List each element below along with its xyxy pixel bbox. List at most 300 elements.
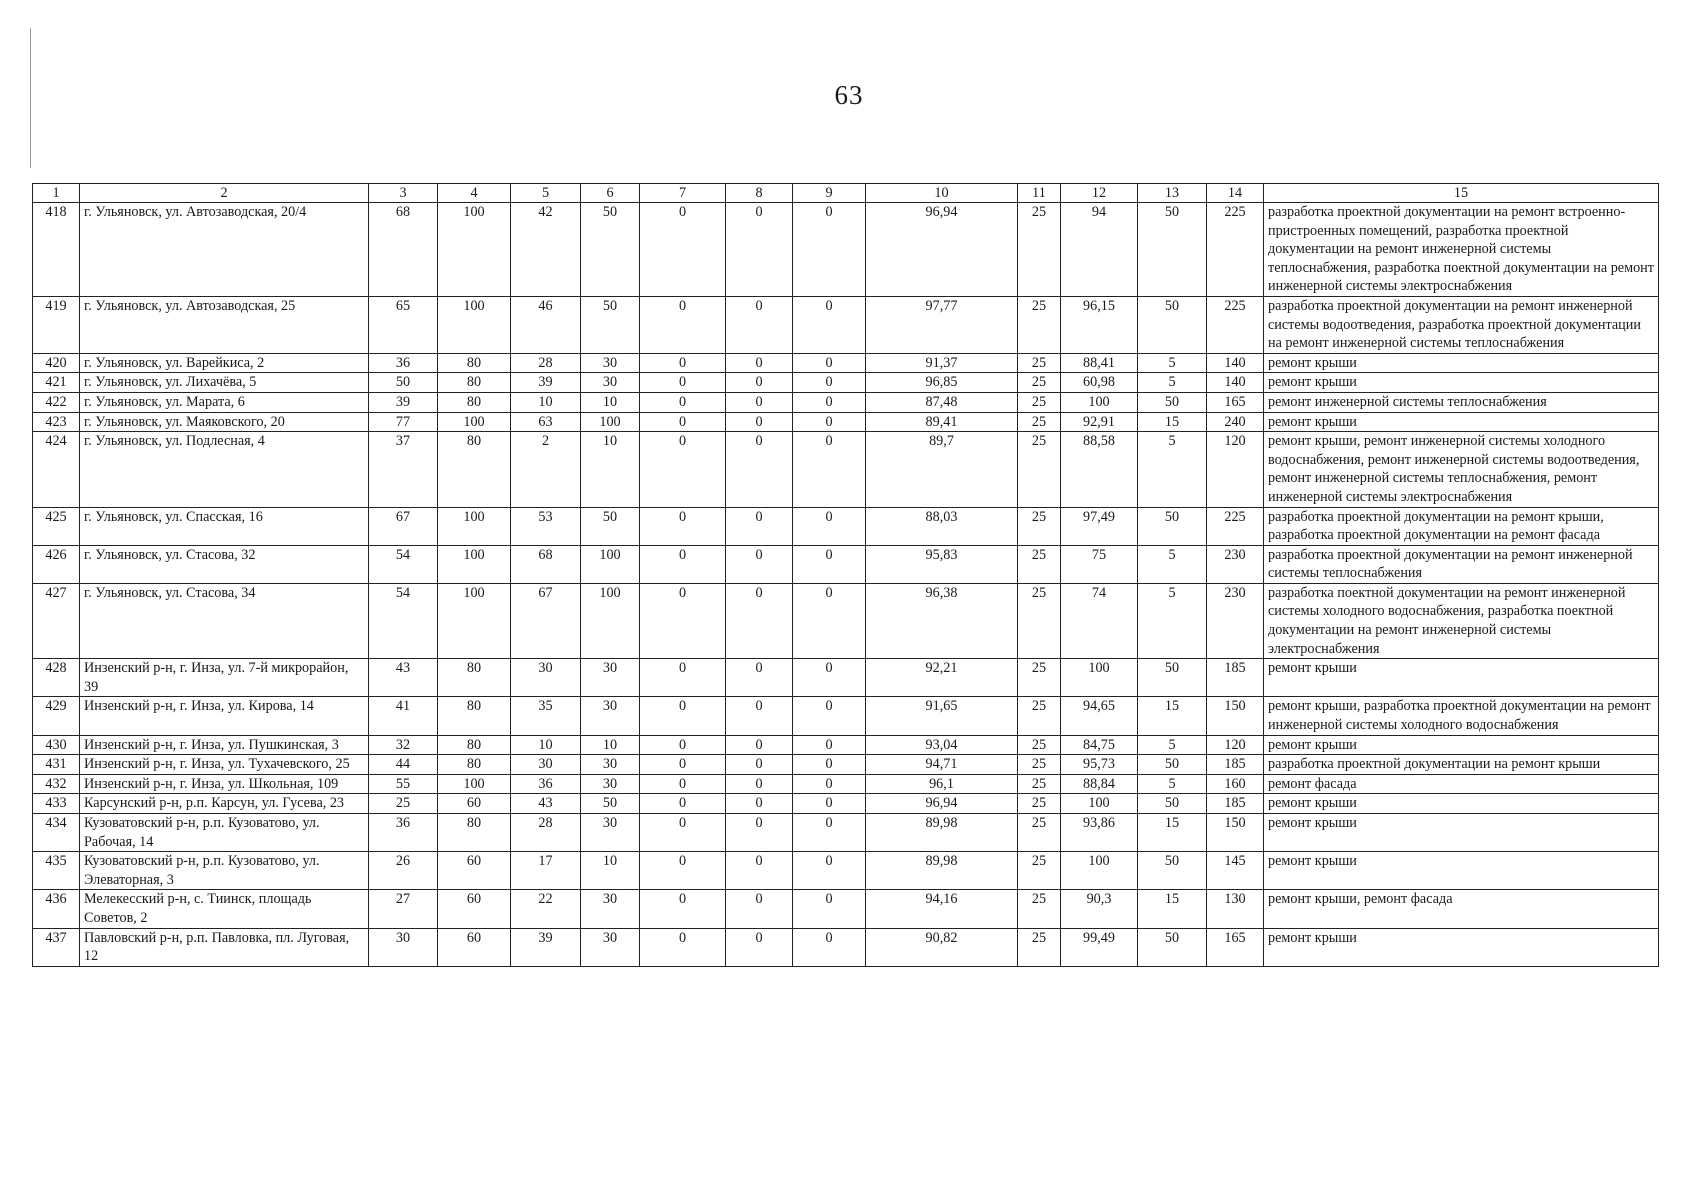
address-cell: Инзенский р-н, г. Инза, ул. Пушкинская, 3 (80, 735, 369, 755)
value-cell-col-3: 39 (369, 392, 438, 412)
value-cell-col-7: 0 (640, 697, 726, 735)
row-number-cell: 423 (33, 412, 80, 432)
value-cell-col-6: 30 (581, 755, 640, 775)
row-number-cell: 428 (33, 659, 80, 697)
value-cell-col-9: 0 (793, 852, 866, 890)
value-cell-col-8: 0 (726, 928, 793, 966)
value-cell-col-4: 100 (438, 296, 511, 353)
row-number-cell: 433 (33, 794, 80, 814)
value-cell-col-7: 0 (640, 735, 726, 755)
value-cell-col-7: 0 (640, 545, 726, 583)
value-cell-col-4: 100 (438, 507, 511, 545)
value-cell-col-11: 25 (1018, 697, 1061, 735)
value-cell-col-13: 50 (1138, 852, 1207, 890)
work-type-cell: ремонт крыши, ремонт инженерной системы холодного водоснабжения, ремонт инженерной системы водоотведения, ремонт инженерной системы теплоснабжения, ремонт инженерной системы электроснабжения (1264, 432, 1659, 507)
table-row (33, 755, 1659, 775)
row-number-cell: 424 (33, 432, 80, 507)
value-cell-col-5: 35 (511, 697, 581, 735)
value-cell-col-5: 28 (511, 353, 581, 373)
value-cell-col-10: 96,1 (866, 774, 1018, 794)
value-cell-col-3: 32 (369, 735, 438, 755)
value-cell-col-8: 0 (726, 852, 793, 890)
work-type-cell: ремонт фасада (1264, 774, 1659, 794)
value-cell-col-8: 0 (726, 353, 793, 373)
work-type-cell: разработка поектной документации на ремонт инженерной системы холодного водоснабжения, разработка поектной документации на ремонт инженерной системы электроснабжения (1264, 583, 1659, 658)
value-cell-col-8: 0 (726, 392, 793, 412)
value-cell-col-13: 50 (1138, 507, 1207, 545)
address-cell: Инзенский р-н, г. Инза, ул. Школьная, 109 (80, 774, 369, 794)
address-cell: г. Ульяновск, ул. Стасова, 32 (80, 545, 369, 583)
value-cell-col-12: 88,84 (1061, 774, 1138, 794)
table-row (33, 412, 1659, 432)
value-cell-col-13: 15 (1138, 412, 1207, 432)
value-cell-col-4: 80 (438, 755, 511, 775)
value-cell-col-5: 63 (511, 412, 581, 432)
value-cell-col-6: 30 (581, 373, 640, 393)
value-cell-col-4: 100 (438, 545, 511, 583)
value-cell-col-3: 77 (369, 412, 438, 432)
value-cell-col-10: 89,7 (866, 432, 1018, 507)
value-cell-col-5: 2 (511, 432, 581, 507)
value-cell-col-9: 0 (793, 412, 866, 432)
value-cell-col-9: 0 (793, 890, 866, 928)
value-cell-col-12: 90,3 (1061, 890, 1138, 928)
value-cell-col-9: 0 (793, 755, 866, 775)
value-cell-col-5: 10 (511, 392, 581, 412)
value-cell-col-3: 54 (369, 545, 438, 583)
value-cell-col-14: 165 (1207, 392, 1264, 412)
column-number-row (33, 184, 1659, 203)
work-type-cell: ремонт крыши (1264, 373, 1659, 393)
table-row (33, 852, 1659, 890)
address-cell: г. Ульяновск, ул. Лихачёва, 5 (80, 373, 369, 393)
value-cell-col-7: 0 (640, 373, 726, 393)
value-cell-col-5: 43 (511, 794, 581, 814)
value-cell-col-11: 25 (1018, 755, 1061, 775)
value-cell-col-4: 100 (438, 203, 511, 297)
value-cell-col-12: 92,91 (1061, 412, 1138, 432)
value-cell-col-6: 100 (581, 545, 640, 583)
value-cell-col-4: 100 (438, 412, 511, 432)
page-number: 63 (834, 80, 864, 110)
address-cell: г. Ульяновск, ул. Спасская, 16 (80, 507, 369, 545)
value-cell-col-14: 185 (1207, 755, 1264, 775)
value-cell-col-9: 0 (793, 373, 866, 393)
value-cell-col-12: 94 (1061, 203, 1138, 297)
value-cell-col-3: 67 (369, 507, 438, 545)
address-cell: г. Ульяновск, ул. Варейкиса, 2 (80, 353, 369, 373)
value-cell-col-8: 0 (726, 412, 793, 432)
value-cell-col-14: 150 (1207, 814, 1264, 852)
value-cell-col-14: 130 (1207, 890, 1264, 928)
table-row (33, 659, 1659, 697)
value-cell-col-11: 25 (1018, 583, 1061, 658)
value-cell-col-13: 50 (1138, 296, 1207, 353)
value-cell-col-9: 0 (793, 697, 866, 735)
work-type-cell: ремонт крыши (1264, 735, 1659, 755)
value-cell-col-4: 80 (438, 735, 511, 755)
value-cell-col-4: 80 (438, 353, 511, 373)
value-cell-col-7: 0 (640, 794, 726, 814)
value-cell-col-10: 94,71 (866, 755, 1018, 775)
column-header-8: 8 (726, 184, 793, 203)
value-cell-col-11: 25 (1018, 659, 1061, 697)
value-cell-col-5: 17 (511, 852, 581, 890)
value-cell-col-10: 89,41 (866, 412, 1018, 432)
value-cell-col-10: 91,37 (866, 353, 1018, 373)
value-cell-col-13: 5 (1138, 432, 1207, 507)
address-cell: Карсунский р-н, р.п. Карсун, ул. Гусева, 23 (80, 794, 369, 814)
row-number-cell: 421 (33, 373, 80, 393)
value-cell-col-13: 15 (1138, 697, 1207, 735)
value-cell-col-12: 96,15 (1061, 296, 1138, 353)
value-cell-col-10: 87,48 (866, 392, 1018, 412)
value-cell-col-13: 50 (1138, 392, 1207, 412)
value-cell-col-8: 0 (726, 890, 793, 928)
value-cell-col-10: 88,03 (866, 507, 1018, 545)
value-cell-col-10: 94,16 (866, 890, 1018, 928)
value-cell-col-14: 185 (1207, 794, 1264, 814)
value-cell-col-13: 50 (1138, 794, 1207, 814)
value-cell-col-9: 0 (793, 203, 866, 297)
table-row (33, 373, 1659, 393)
value-cell-col-7: 0 (640, 392, 726, 412)
value-cell-col-6: 30 (581, 774, 640, 794)
value-cell-col-9: 0 (793, 353, 866, 373)
value-cell-col-10: 93,04 (866, 735, 1018, 755)
value-cell-col-12: 74 (1061, 583, 1138, 658)
column-header-7: 7 (640, 184, 726, 203)
address-cell: Инзенский р-н, г. Инза, ул. Тухачевского, 25 (80, 755, 369, 775)
value-cell-col-5: 67 (511, 583, 581, 658)
address-cell: Мелекесский р-н, с. Тиинск, площадь Советов, 2 (80, 890, 369, 928)
value-cell-col-4: 80 (438, 697, 511, 735)
work-type-cell: ремонт инженерной системы теплоснабжения (1264, 392, 1659, 412)
address-cell: Инзенский р-н, г. Инза, ул. 7-й микрорайон, 39 (80, 659, 369, 697)
value-cell-col-13: 5 (1138, 774, 1207, 794)
column-header-14: 14 (1207, 184, 1264, 203)
column-header-2: 2 (80, 184, 369, 203)
value-cell-col-7: 0 (640, 353, 726, 373)
column-header-13: 13 (1138, 184, 1207, 203)
value-cell-col-14: 145 (1207, 852, 1264, 890)
value-cell-col-5: 28 (511, 814, 581, 852)
column-header-9: 9 (793, 184, 866, 203)
value-cell-col-9: 0 (793, 659, 866, 697)
value-cell-col-12: 94,65 (1061, 697, 1138, 735)
housing-repair-table (32, 183, 1659, 967)
value-cell-col-6: 10 (581, 735, 640, 755)
column-header-5: 5 (511, 184, 581, 203)
value-cell-col-8: 0 (726, 794, 793, 814)
row-number-cell: 434 (33, 814, 80, 852)
value-cell-col-13: 50 (1138, 203, 1207, 297)
value-cell-col-7: 0 (640, 296, 726, 353)
value-cell-col-6: 50 (581, 296, 640, 353)
value-cell-col-8: 0 (726, 296, 793, 353)
work-type-cell: разработка проектной документации на ремонт инженерной системы теплоснабжения (1264, 545, 1659, 583)
value-cell-col-12: 100 (1061, 794, 1138, 814)
value-cell-col-14: 150 (1207, 697, 1264, 735)
value-cell-col-7: 0 (640, 203, 726, 297)
table-row (33, 697, 1659, 735)
value-cell-col-14: 140 (1207, 353, 1264, 373)
row-number-cell: 432 (33, 774, 80, 794)
value-cell-col-8: 0 (726, 697, 793, 735)
value-cell-col-6: 50 (581, 507, 640, 545)
row-number-cell: 430 (33, 735, 80, 755)
value-cell-col-13: 15 (1138, 814, 1207, 852)
value-cell-col-13: 5 (1138, 735, 1207, 755)
value-cell-col-11: 25 (1018, 203, 1061, 297)
value-cell-col-5: 30 (511, 659, 581, 697)
value-cell-col-14: 225 (1207, 507, 1264, 545)
address-cell: г. Ульяновск, ул. Автозаводская, 25 (80, 296, 369, 353)
value-cell-col-11: 25 (1018, 814, 1061, 852)
work-type-cell: ремонт крыши (1264, 928, 1659, 966)
work-type-cell: ремонт крыши (1264, 814, 1659, 852)
value-cell-col-9: 0 (793, 814, 866, 852)
value-cell-col-12: 75 (1061, 545, 1138, 583)
table-row (33, 735, 1659, 755)
value-cell-col-13: 50 (1138, 659, 1207, 697)
address-cell: Инзенский р-н, г. Инза, ул. Кирова, 14 (80, 697, 369, 735)
table-row (33, 774, 1659, 794)
value-cell-col-11: 25 (1018, 794, 1061, 814)
value-cell-col-5: 53 (511, 507, 581, 545)
value-cell-col-10: 89,98 (866, 852, 1018, 890)
value-cell-col-8: 0 (726, 583, 793, 658)
value-cell-col-11: 25 (1018, 735, 1061, 755)
value-cell-col-3: 50 (369, 373, 438, 393)
value-cell-col-12: 93,86 (1061, 814, 1138, 852)
address-cell: г. Ульяновск, ул. Автозаводская, 20/4 (80, 203, 369, 297)
value-cell-col-11: 25 (1018, 392, 1061, 412)
value-cell-col-7: 0 (640, 928, 726, 966)
value-cell-col-3: 44 (369, 755, 438, 775)
value-cell-col-6: 30 (581, 659, 640, 697)
value-cell-col-6: 10 (581, 852, 640, 890)
work-type-cell: ремонт крыши (1264, 794, 1659, 814)
value-cell-col-5: 39 (511, 373, 581, 393)
value-cell-col-9: 0 (793, 432, 866, 507)
column-header-10: 10 (866, 184, 1018, 203)
address-cell: г. Ульяновск, ул. Маяковского, 20 (80, 412, 369, 432)
column-header-1: 1 (33, 184, 80, 203)
value-cell-col-7: 0 (640, 890, 726, 928)
table-row (33, 507, 1659, 545)
value-cell-col-9: 0 (793, 545, 866, 583)
value-cell-col-14: 185 (1207, 659, 1264, 697)
value-cell-col-14: 225 (1207, 296, 1264, 353)
table-row (33, 814, 1659, 852)
value-cell-col-12: 99,49 (1061, 928, 1138, 966)
value-cell-col-7: 0 (640, 814, 726, 852)
table-row (33, 203, 1659, 297)
value-cell-col-8: 0 (726, 814, 793, 852)
value-cell-col-3: 41 (369, 697, 438, 735)
value-cell-col-3: 68 (369, 203, 438, 297)
value-cell-col-5: 46 (511, 296, 581, 353)
row-number-cell: 435 (33, 852, 80, 890)
value-cell-col-4: 80 (438, 432, 511, 507)
value-cell-col-7: 0 (640, 583, 726, 658)
value-cell-col-7: 0 (640, 507, 726, 545)
value-cell-col-5: 30 (511, 755, 581, 775)
value-cell-col-14: 230 (1207, 583, 1264, 658)
value-cell-col-6: 50 (581, 794, 640, 814)
value-cell-col-8: 0 (726, 774, 793, 794)
value-cell-col-3: 37 (369, 432, 438, 507)
value-cell-col-14: 120 (1207, 735, 1264, 755)
value-cell-col-4: 60 (438, 852, 511, 890)
value-cell-col-12: 88,58 (1061, 432, 1138, 507)
value-cell-col-10: 92,21 (866, 659, 1018, 697)
value-cell-col-6: 100 (581, 412, 640, 432)
work-type-cell: разработка проектной документации на ремонт крыши (1264, 755, 1659, 775)
value-cell-col-13: 5 (1138, 583, 1207, 658)
value-cell-col-10: 89,98 (866, 814, 1018, 852)
work-type-cell: ремонт крыши (1264, 353, 1659, 373)
work-type-cell: ремонт крыши, ремонт фасада (1264, 890, 1659, 928)
value-cell-col-4: 100 (438, 774, 511, 794)
value-cell-col-4: 60 (438, 890, 511, 928)
value-cell-col-7: 0 (640, 774, 726, 794)
value-cell-col-13: 5 (1138, 373, 1207, 393)
value-cell-col-11: 25 (1018, 890, 1061, 928)
value-cell-col-11: 25 (1018, 507, 1061, 545)
value-cell-col-6: 10 (581, 392, 640, 412)
row-number-cell: 431 (33, 755, 80, 775)
row-number-cell: 419 (33, 296, 80, 353)
work-type-cell: ремонт крыши, разработка проектной документации на ремонт инженерной системы холодного водоснабжения (1264, 697, 1659, 735)
column-header-3: 3 (369, 184, 438, 203)
row-number-cell: 427 (33, 583, 80, 658)
value-cell-col-14: 225 (1207, 203, 1264, 297)
value-cell-col-4: 60 (438, 794, 511, 814)
value-cell-col-5: 39 (511, 928, 581, 966)
value-cell-col-8: 0 (726, 735, 793, 755)
table-row (33, 794, 1659, 814)
value-cell-col-13: 50 (1138, 928, 1207, 966)
value-cell-col-8: 0 (726, 545, 793, 583)
value-cell-col-11: 25 (1018, 296, 1061, 353)
value-cell-col-4: 80 (438, 373, 511, 393)
value-cell-col-3: 43 (369, 659, 438, 697)
work-type-cell: ремонт крыши (1264, 659, 1659, 697)
value-cell-col-5: 68 (511, 545, 581, 583)
work-type-cell: ремонт крыши (1264, 852, 1659, 890)
value-cell-col-10: 97,77 (866, 296, 1018, 353)
value-cell-col-11: 25 (1018, 774, 1061, 794)
value-cell-col-11: 25 (1018, 545, 1061, 583)
column-header-11: 11 (1018, 184, 1061, 203)
value-cell-col-3: 54 (369, 583, 438, 658)
value-cell-col-3: 26 (369, 852, 438, 890)
row-number-cell: 418 (33, 203, 80, 297)
table-row (33, 392, 1659, 412)
value-cell-col-11: 25 (1018, 412, 1061, 432)
value-cell-col-12: 100 (1061, 392, 1138, 412)
value-cell-col-6: 30 (581, 353, 640, 373)
value-cell-col-4: 80 (438, 392, 511, 412)
value-cell-col-10: 96,94 (866, 794, 1018, 814)
value-cell-col-12: 88,41 (1061, 353, 1138, 373)
table-body (33, 203, 1659, 967)
value-cell-col-6: 30 (581, 697, 640, 735)
value-cell-col-9: 0 (793, 583, 866, 658)
value-cell-col-8: 0 (726, 659, 793, 697)
value-cell-col-3: 30 (369, 928, 438, 966)
address-cell: Кузоватовский р-н, р.п. Кузоватово, ул. Рабочая, 14 (80, 814, 369, 852)
value-cell-col-12: 95,73 (1061, 755, 1138, 775)
address-cell: Кузоватовский р-н, р.п. Кузоватово, ул. Элеваторная, 3 (80, 852, 369, 890)
value-cell-col-10: 95,83 (866, 545, 1018, 583)
row-number-cell: 429 (33, 697, 80, 735)
value-cell-col-11: 25 (1018, 928, 1061, 966)
value-cell-col-9: 0 (793, 774, 866, 794)
value-cell-col-8: 0 (726, 507, 793, 545)
value-cell-col-6: 30 (581, 928, 640, 966)
value-cell-col-6: 50 (581, 203, 640, 297)
value-cell-col-10: 96,38 (866, 583, 1018, 658)
value-cell-col-6: 100 (581, 583, 640, 658)
address-cell: Павловский р-н, р.п. Павловка, пл. Луговая, 12 (80, 928, 369, 966)
address-cell: г. Ульяновск, ул. Подлесная, 4 (80, 432, 369, 507)
column-header-15: 15 (1264, 184, 1659, 203)
value-cell-col-4: 80 (438, 659, 511, 697)
value-cell-col-7: 0 (640, 432, 726, 507)
work-type-cell: разработка проектной документации на ремонт встроенно-пристроенных помещений, разработка проектной документации на ремонт инженерной системы теплоснабжения, разработка поектной документации на ремонт инженерной системы электроснабжения (1264, 203, 1659, 297)
value-cell-col-12: 100 (1061, 852, 1138, 890)
value-cell-col-8: 0 (726, 203, 793, 297)
value-cell-col-3: 36 (369, 814, 438, 852)
value-cell-col-11: 25 (1018, 353, 1061, 373)
value-cell-col-10: 96,85 (866, 373, 1018, 393)
column-header-12: 12 (1061, 184, 1138, 203)
row-number-cell: 426 (33, 545, 80, 583)
value-cell-col-4: 100 (438, 583, 511, 658)
value-cell-col-12: 60,98 (1061, 373, 1138, 393)
column-header-6: 6 (581, 184, 640, 203)
table-row (33, 296, 1659, 353)
value-cell-col-6: 30 (581, 890, 640, 928)
value-cell-col-5: 10 (511, 735, 581, 755)
row-number-cell: 422 (33, 392, 80, 412)
value-cell-col-10: 91,65 (866, 697, 1018, 735)
value-cell-col-14: 230 (1207, 545, 1264, 583)
value-cell-col-5: 22 (511, 890, 581, 928)
work-type-cell: ремонт крыши (1264, 412, 1659, 432)
value-cell-col-14: 240 (1207, 412, 1264, 432)
value-cell-col-9: 0 (793, 296, 866, 353)
value-cell-col-3: 36 (369, 353, 438, 373)
work-type-cell: разработка проектной документации на ремонт крыши, разработка проектной документации на ремонт фасада (1264, 507, 1659, 545)
value-cell-col-12: 84,75 (1061, 735, 1138, 755)
value-cell-col-9: 0 (793, 507, 866, 545)
value-cell-col-5: 36 (511, 774, 581, 794)
value-cell-col-3: 65 (369, 296, 438, 353)
value-cell-col-4: 80 (438, 814, 511, 852)
value-cell-col-11: 25 (1018, 432, 1061, 507)
table-row (33, 890, 1659, 928)
value-cell-col-13: 50 (1138, 755, 1207, 775)
table-row (33, 432, 1659, 507)
value-cell-col-14: 160 (1207, 774, 1264, 794)
value-cell-col-13: 5 (1138, 353, 1207, 373)
value-cell-col-8: 0 (726, 432, 793, 507)
row-number-cell: 420 (33, 353, 80, 373)
